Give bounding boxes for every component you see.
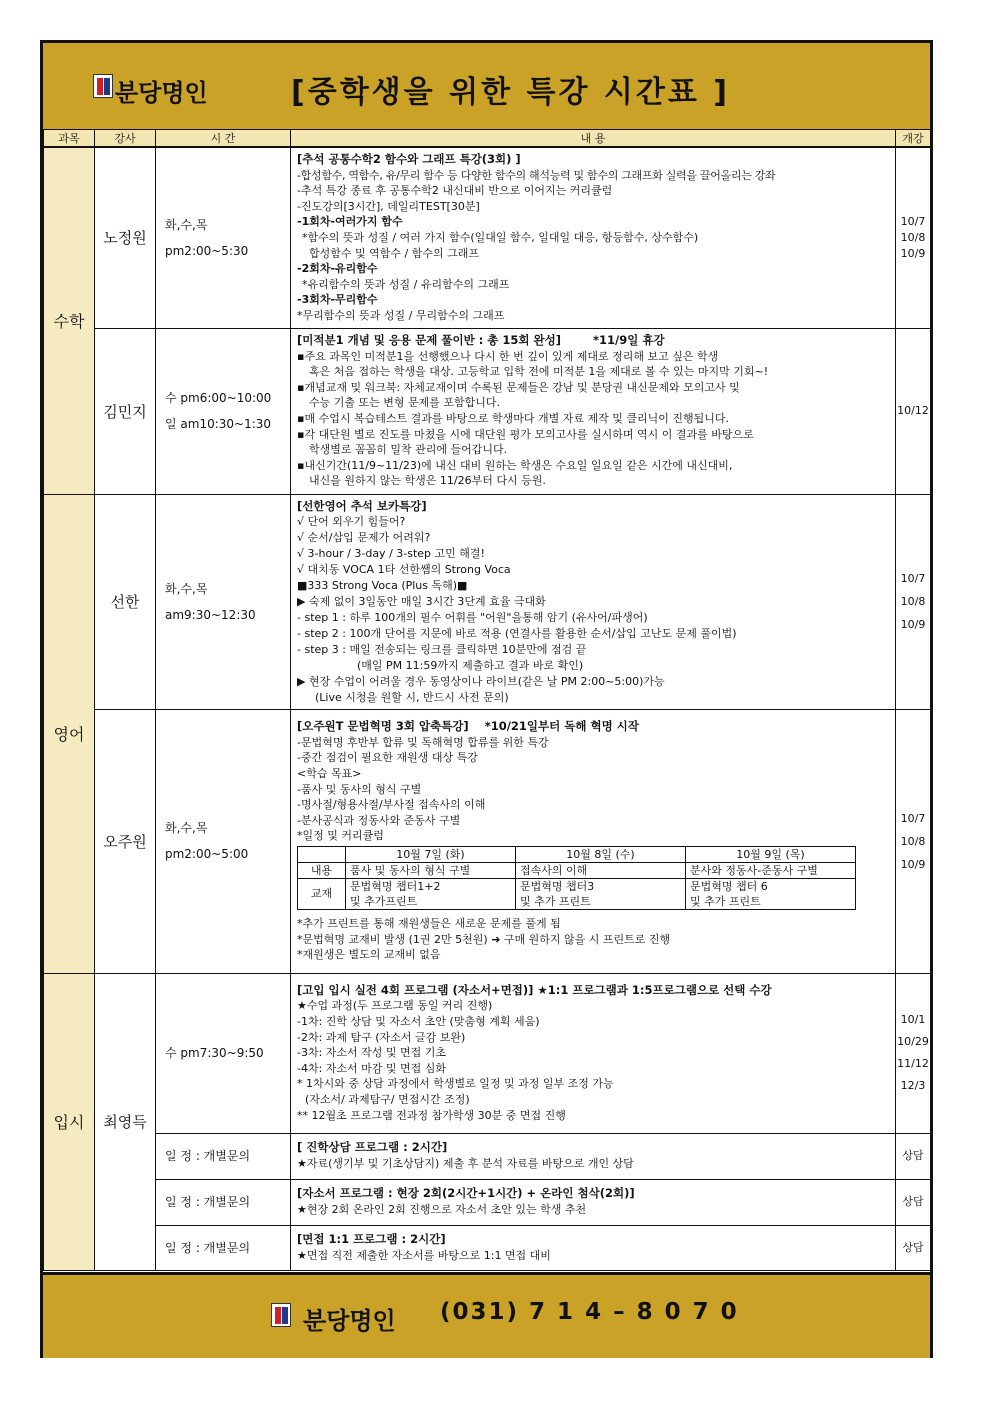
- col-header-teacher: 강사: [95, 130, 156, 148]
- academy-logo-icon: [271, 1303, 291, 1327]
- row-label: 내용: [298, 862, 346, 878]
- table-row: [44, 1179, 931, 1225]
- day-header: 10월 8일 (수): [516, 846, 686, 862]
- subject-english: 영어: [44, 494, 95, 973]
- class-time: 화,수,목 pm2:00~5:30: [156, 147, 291, 328]
- open-dates: 10/1 10/29 11/12 12/3: [896, 973, 931, 1133]
- course-title: [고입 입시 실전 4회 프로그램 (자소서+면접)] ★1:1 프로그램과 1:5프로그램으로 선택 수강: [297, 982, 772, 997]
- course-title: [선한영어 추석 보카특강]: [297, 498, 427, 513]
- teacher-name: 노정원: [95, 147, 156, 328]
- class-time: 일 정 : 개별문의: [156, 1133, 291, 1179]
- course-description: [면접 1:1 프로그램 : 2시간] ★면접 직전 제출한 자소서를 바탕으로 1:1 면접 대비: [291, 1225, 896, 1270]
- day-header: 10월 9일 (목): [686, 846, 856, 862]
- timetable-frame: [40, 40, 933, 1358]
- table-row: [44, 328, 931, 494]
- class-time: 일 정 : 개별문의: [156, 1179, 291, 1225]
- class-time: 일 정 : 개별문의: [156, 1225, 291, 1270]
- footer-banner: [43, 1272, 930, 1358]
- open-status: 상담: [896, 1179, 931, 1225]
- open-dates: 10/7 10/8 10/9: [896, 147, 931, 328]
- course-title: [미적분1 개념 및 응용 문제 풀이반 : 총 15회 완성] *11/9일 휴강: [297, 333, 665, 348]
- footer-brand: 분당명인: [303, 1307, 396, 1335]
- row-label: 교재: [298, 878, 346, 909]
- teacher-name: 선한: [95, 494, 156, 709]
- course-description: [선한영어 추석 보카특강] √ 단어 외우기 힘들어? √ 순서/삽입 문제가 어려워? √ 3-hour / 3-day / 3-step 고민 해결! √ 대치동 VOCA 1타 선한쌤의 Strong Voca ■333 Strong Voca (Plus 독해)■ ▶ 숙제 없이 3일동안 매일 3시간 3단계 효율 극대화 - step 1 : 하루 100개의 필수 어휘를 "어원"을통해 암기 (유사어/파생어) - step 2 : 100개 단어를 지문에 바로 적용 (연결사를 활용한 순서/삽입 고난도 문제 풀이법) - step 3 : 매일 전송되는 링크를 클릭하면 10분만에 점검 끝 (매일 PM 11:59까지 제출하고 결과 바로 확인) ▶ 현장 수업이 어려울 경우 동영상이나 라이브(같은 날 PM 2:00~5:00)가능 (Live 시청을 원할 시, 반드시 사전 문의): [291, 494, 896, 709]
- subject-admission: 입시: [44, 973, 95, 1270]
- schedule-table: [43, 129, 931, 1271]
- table-row: [44, 709, 931, 973]
- course-description: [오주원T 문법혁명 3회 압축특강] *10/21일부터 독해 혁명 시작 -문법혁명 후반부 합류 및 독해혁명 합류를 위한 특강 -중간 점검이 필요한 재원생 대상 특강 <학습 목표> -품사 및 동사의 형식 구별 -명사절/형용사절/부사절 접속사의 이해 -분사공식과 정동사와 준동사 구별 *일정 및 커리큘럼 10월 7일 (화) 10월 8일 (수) 10월 9일 (목) 내용 품사 및 동사의 형식 구별 접속사의 이해 분사와 정동사-준동사 구별 교재 문법혁명 챕터1+2 문법혁명 챕터3 문법혁명 챕터 6 및 추가프린트 및 추가 프린트 및 추가 프린트 *추가 프린트를 통해 재원생들은 새로운 문제를 풀게 됨 *문법혁명 교재비 발생 (1권 2만 5천원) ➜ 구매 원하지 않을 시 프린트로 진행 *재원생은 별도의 교재비 없음: [291, 709, 896, 973]
- table-row: [44, 1225, 931, 1270]
- table-row: [44, 1133, 931, 1179]
- phone-number: (031) 7 1 4 – 8 0 7 0: [440, 1299, 739, 1325]
- table-row: [44, 147, 931, 328]
- teacher-name: 김민지: [95, 328, 156, 494]
- open-dates: 10/12: [896, 328, 931, 494]
- header-brand: 분당명인: [115, 79, 208, 107]
- header-banner: [43, 43, 930, 132]
- open-status: 상담: [896, 1133, 931, 1179]
- course-description: [추석 공통수학2 함수와 그래프 특강(3회) ] -합성함수, 역함수, 유/무리 함수 등 다양한 함수의 해석능력 및 함수의 그래프화 실력을 끌어올리는 강좌 -추석 특강 종료 후 공통수학2 내신대비 반으로 이어지는 커리큘럼 -진도강의[3시간], 데일리TEST[30분] -1회차-여러가지 함수 *함수의 뜻과 성질 / 여러 가지 함수(일대일 함수, 일대일 대응, 항등함수, 상수함수) 합성함수 및 역함수 / 함수의 그래프 -2회차-유리함수 *유리함수의 뜻과 성질 / 유리함수의 그래프 -3회차-무리함수 *무리함수의 뜻과 성질 / 무리함수의 그래프: [291, 147, 896, 328]
- course-title: [오주원T 문법혁명 3회 압축특강] *10/21일부터 독해 혁명 시작: [297, 719, 639, 734]
- course-title: [ 진학상담 프로그램 : 2시간]: [297, 1140, 448, 1155]
- open-status: 상담: [896, 1225, 931, 1270]
- course-description: [자소서 프로그램 : 현장 2회(2시간+1시간) + 온라인 첨삭(2회)] ★현장 2회 온라인 2회 진행으로 자소서 초안 있는 학생 추천: [291, 1179, 896, 1225]
- curriculum-table: 10월 7일 (화) 10월 8일 (수) 10월 9일 (목) 내용 품사 및 동사의 형식 구별 접속사의 이해 분사와 정동사-준동사 구별 교재 문법혁명 챕터1+2 문법혁명 챕터3 문법혁명 챕터 6 및 추가프린트 및 추가 프린트 및 추가 프린트: [297, 846, 856, 910]
- col-header-content: 내 용: [291, 130, 896, 148]
- teacher-name: 오주원: [95, 709, 156, 973]
- class-time: 화,수,목 am9:30~12:30: [156, 494, 291, 709]
- course-description: [미적분1 개념 및 응용 문제 풀이반 : 총 15회 완성] *11/9일 휴강 ▪주요 과목인 미적분1을 선행했으나 다시 한 번 깊이 있게 제대로 정리해 보고 싶은 학생 혹은 처음 접하는 학생을 대상. 고등학교 입학 전에 미적분 1을 제대로 볼 수 있는 마지막 기회~! ▪개념교재 및 워크북: 자체교재이며 수록된 문제들은 강남 및 분당권 내신문제와 모의고사 및 수능 기출 또는 변형 문제를 포함합니다. ▪매 수업시 복습테스트 결과를 바탕으로 학생마다 개별 자료 제작 및 클리닉이 진행됩니다. ▪각 대단원 별로 진도를 마쳤을 시에 대단원 평가 모의고사를 실시하며 역시 이 결과를 바탕으로 학생별로 꼼꼼히 밀착 관리에 들어갑니다. ▪내신기간(11/9~11/23)에 내신 대비 원하는 학생은 수요일 일요일 같은 시간에 내신대비, 내신을 원하지 않는 학생은 11/26부터 다시 등원.: [291, 328, 896, 494]
- table-header-row: [44, 130, 931, 148]
- open-dates: 10/7 10/8 10/9: [896, 709, 931, 973]
- course-title: [면접 1:1 프로그램 : 2시간]: [297, 1231, 446, 1246]
- class-time: 수 pm7:30~9:50: [156, 973, 291, 1133]
- col-header-open: 개강: [896, 130, 931, 148]
- course-description: [고입 입시 실전 4회 프로그램 (자소서+면접)] ★1:1 프로그램과 1:5프로그램으로 선택 수강 ★수업 과정(두 프로그램 동일 커리 진행) -1차: 진학 상담 및 자소서 초안 (맞춤형 계획 세움) -2차: 과제 탐구 (자소서 글감 보완) -3차: 자소서 작성 및 면접 기초 -4차: 자소서 마감 및 면접 심화 * 1차시와 중 상담 과정에서 학생별로 일정 및 과정 일부 조정 가능 (자소서/ 과제탐구/ 면접시간 조정) ** 12월초 프로그램 전과정 참가학생 30분 중 면접 진행: [291, 973, 896, 1133]
- page-title: [중학생을 위한 특강 시간표 ]: [291, 75, 730, 110]
- academy-logo-icon: [93, 74, 113, 98]
- col-header-subject: 과목: [44, 130, 95, 148]
- table-row: [44, 973, 931, 1133]
- table-row: [44, 494, 931, 709]
- teacher-name: 최영득: [95, 973, 156, 1270]
- class-time: 수 pm6:00~10:00 일 am10:30~1:30: [156, 328, 291, 494]
- class-time: 화,수,목 pm2:00~5:00: [156, 709, 291, 973]
- col-header-time: 시 간: [156, 130, 291, 148]
- course-title: [자소서 프로그램 : 현장 2회(2시간+1시간) + 온라인 첨삭(2회)]: [297, 1186, 635, 1201]
- course-title: [추석 공통수학2 함수와 그래프 특강(3회) ]: [297, 151, 521, 166]
- subject-math: 수학: [44, 147, 95, 494]
- open-dates: 10/7 10/8 10/9: [896, 494, 931, 709]
- day-header: 10월 7일 (화): [346, 846, 516, 862]
- course-description: [ 진학상담 프로그램 : 2시간] ★자료(생기부 및 기초상담지) 제출 후 분석 자료를 바탕으로 개인 상담: [291, 1133, 896, 1179]
